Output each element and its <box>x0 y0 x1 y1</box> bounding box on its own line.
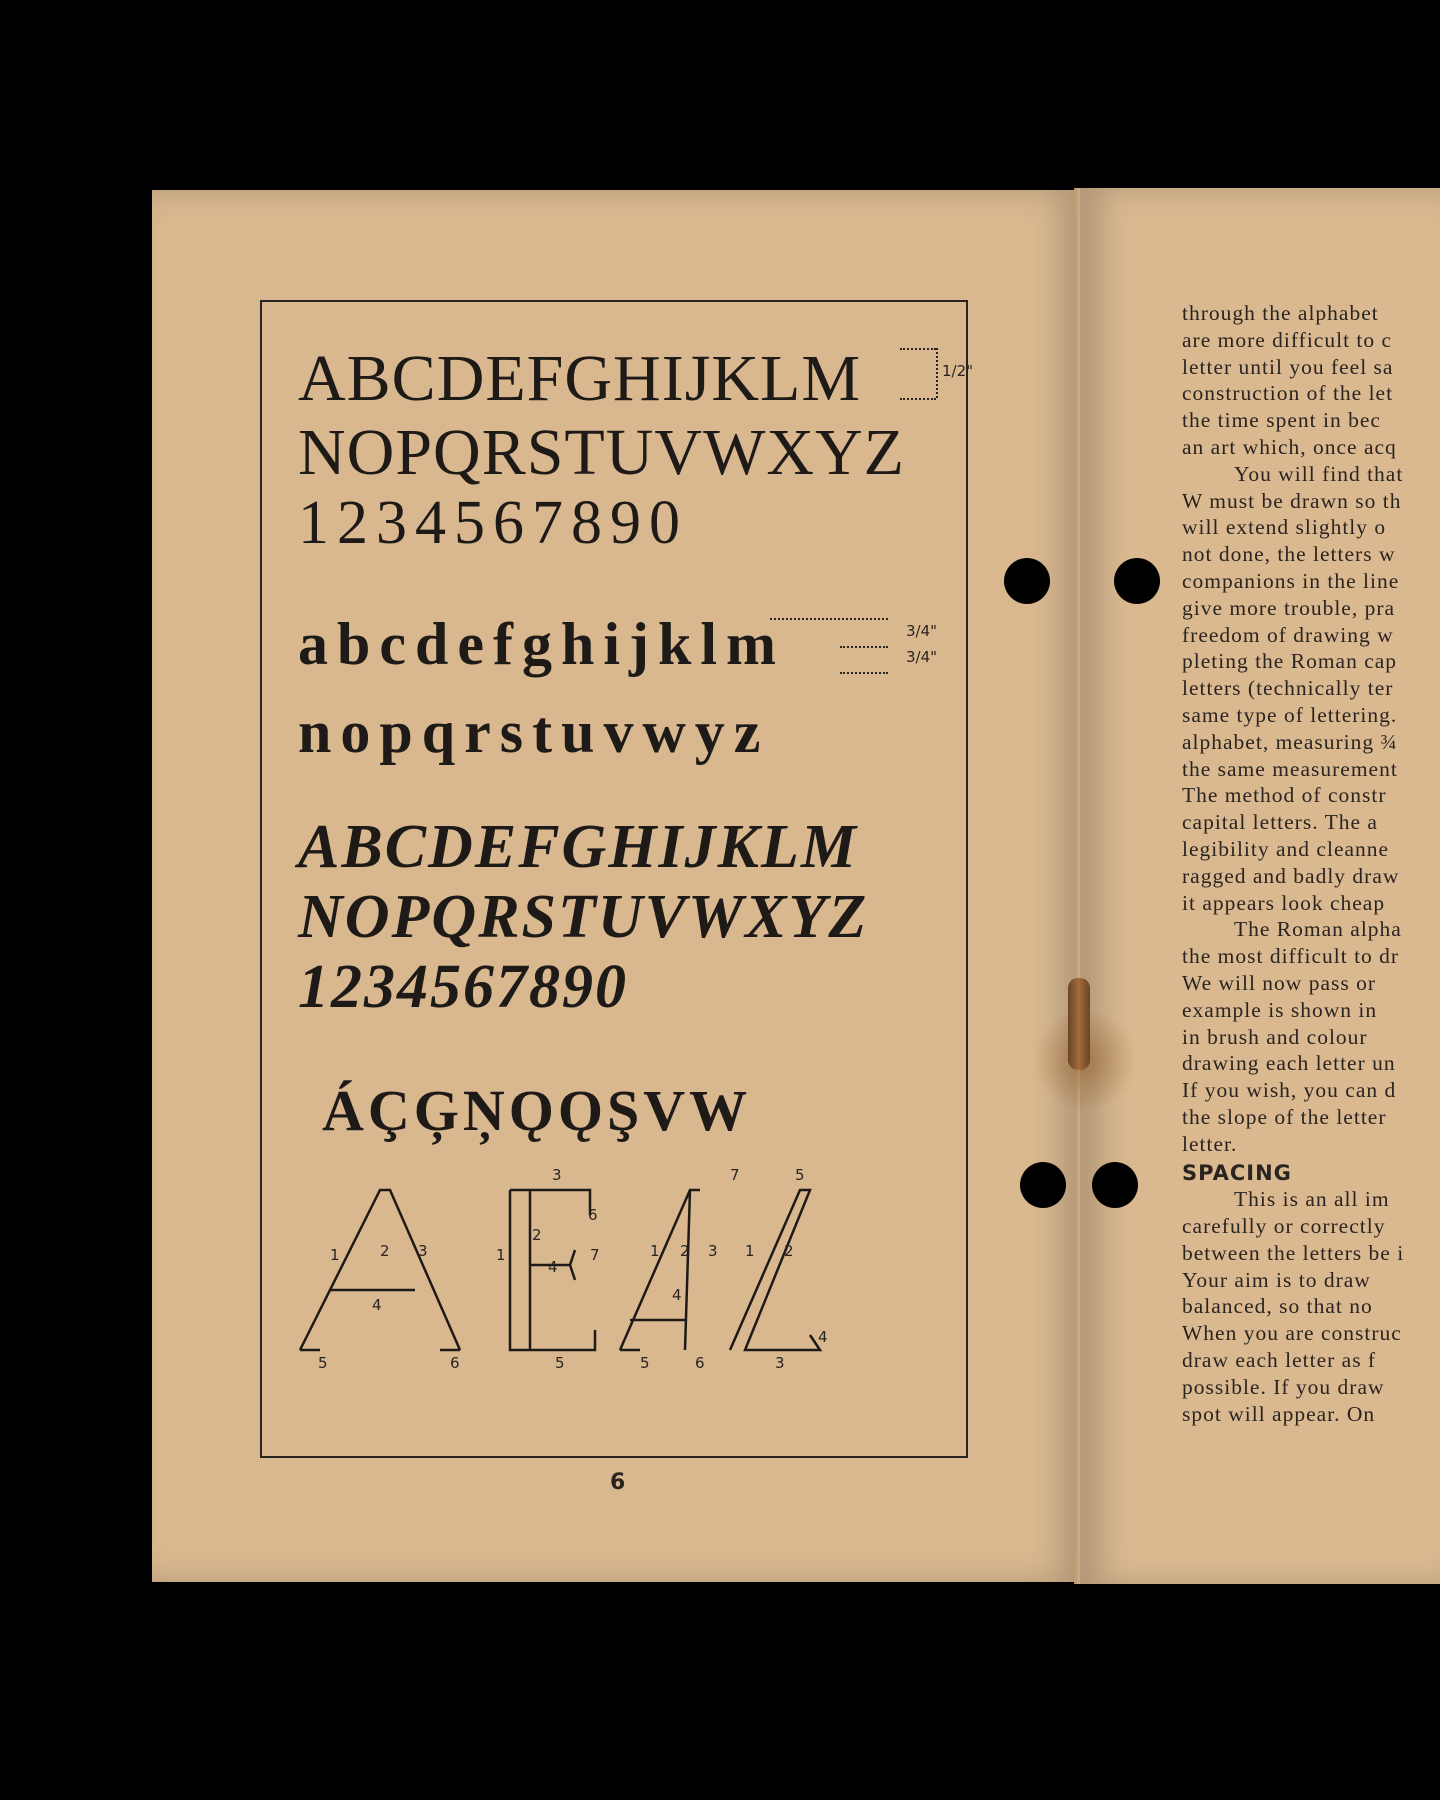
svg-text:4: 4 <box>818 1328 828 1346</box>
text-line: W must be drawn so th <box>1182 488 1402 513</box>
text-line: the most difficult to dr <box>1182 944 1400 969</box>
svg-text:3: 3 <box>418 1242 428 1260</box>
text-line: letter until you feel sa <box>1182 354 1394 379</box>
binder-hole <box>1004 558 1050 604</box>
lowercase-xheight-guide <box>840 646 888 648</box>
lowercase-line-2: nopqrstuvwyz <box>298 699 770 765</box>
measure-guide-side <box>936 348 938 398</box>
svg-text:6: 6 <box>695 1354 705 1372</box>
text-line: The method of constr <box>1182 783 1387 808</box>
text-line: draw each letter as f <box>1182 1348 1377 1373</box>
text-line: companions in the line <box>1182 568 1400 593</box>
staple <box>1068 978 1090 1070</box>
svg-text:7: 7 <box>590 1246 600 1264</box>
construction-letter-l <box>730 1190 820 1350</box>
text-line: possible. If you draw <box>1182 1374 1385 1399</box>
roman-numerals: 1234567890 <box>298 489 688 557</box>
lowercase-baseline-guide <box>840 672 888 674</box>
svg-text:5: 5 <box>318 1354 328 1372</box>
text-line: same type of lettering. <box>1182 702 1398 727</box>
text-line: ragged and badly draw <box>1182 863 1400 888</box>
svg-text:1: 1 <box>650 1242 660 1260</box>
lowercase-measure-bottom: 3/4" <box>906 648 938 666</box>
svg-text:3: 3 <box>552 1166 562 1184</box>
text-line: drawing each letter un <box>1182 1051 1396 1076</box>
text-line: legibility and cleanne <box>1182 836 1390 861</box>
page-number: 6 <box>610 1470 626 1495</box>
svg-text:1: 1 <box>330 1246 340 1264</box>
italic-capitals-line-1: ABCDEFGHIJKLM <box>298 813 859 881</box>
svg-text:7: 7 <box>730 1166 740 1184</box>
measure-guide-top <box>900 348 936 350</box>
binder-hole <box>1114 558 1160 604</box>
text-line: the time spent in bec <box>1182 408 1381 433</box>
text-line: You will find that <box>1234 461 1404 486</box>
measure-guide-bottom <box>900 398 936 400</box>
binder-hole <box>1092 1162 1138 1208</box>
text-line: If you wish, you can d <box>1182 1078 1397 1103</box>
svg-text:1: 1 <box>496 1246 506 1264</box>
section-heading: SPACING <box>1182 1160 1292 1185</box>
body-text <box>1182 300 1440 1427</box>
text-line: between the letters be i <box>1182 1240 1405 1265</box>
text-line: alphabet, measuring ¾ <box>1182 729 1398 754</box>
text-line: it appears look cheap <box>1182 890 1386 915</box>
text-line: spot will appear. On <box>1182 1401 1376 1426</box>
svg-text:2: 2 <box>784 1242 794 1260</box>
text-line: the same measurement <box>1182 756 1398 781</box>
construction-letter-a-2 <box>620 1190 700 1350</box>
svg-text:4: 4 <box>372 1296 382 1314</box>
svg-text:4: 4 <box>672 1286 682 1304</box>
svg-text:2: 2 <box>380 1242 390 1260</box>
roman-capitals-line-1: ABCDEFGHIJKLM <box>298 342 862 415</box>
svg-text:2: 2 <box>532 1226 542 1244</box>
serif-construction-row: ÁÇĢŅǪǪŞVW <box>322 1078 752 1143</box>
svg-text:5: 5 <box>640 1354 650 1372</box>
text-line: carefully or correctly <box>1182 1214 1386 1239</box>
text-line: letters (technically ter <box>1182 676 1394 701</box>
text-line: capital letters. The a <box>1182 810 1378 835</box>
text-line: balanced, so that no <box>1182 1294 1373 1319</box>
svg-text:4: 4 <box>548 1258 558 1276</box>
text-line: the slope of the letter <box>1182 1104 1387 1129</box>
text-line: are more difficult to c <box>1182 327 1393 352</box>
text-line: The Roman alpha <box>1234 917 1402 942</box>
text-line: example is shown in <box>1182 997 1378 1022</box>
text-line: This is an all im <box>1234 1187 1390 1212</box>
text-line: pleting the Roman cap <box>1182 649 1398 674</box>
lowercase-line-1: abcdefghijklm <box>298 611 786 677</box>
italic-numerals: 1234567890 <box>298 953 628 1021</box>
svg-text:5: 5 <box>795 1166 805 1184</box>
lowercase-ascender-guide <box>770 618 888 620</box>
text-line: give more trouble, pra <box>1182 595 1396 620</box>
construction-letter-a-1 <box>300 1190 460 1350</box>
svg-text:6: 6 <box>588 1206 598 1224</box>
text-line: will extend slightly o <box>1182 515 1387 540</box>
svg-text:3: 3 <box>775 1354 785 1372</box>
text-line: letter. <box>1182 1131 1238 1156</box>
stroke-construction-diagram <box>290 1160 890 1380</box>
text-line: an art which, once acq <box>1182 434 1397 459</box>
text-line: in brush and colour <box>1182 1024 1368 1049</box>
svg-text:6: 6 <box>450 1354 460 1372</box>
svg-text:3: 3 <box>708 1242 718 1260</box>
lowercase-measure-top: 3/4" <box>906 622 938 640</box>
text-line: Your aim is to draw <box>1182 1267 1371 1292</box>
italic-capitals-line-2: NOPQRSTUVWXYZ <box>298 883 869 951</box>
text-line: When you are construc <box>1182 1321 1402 1346</box>
svg-text:1: 1 <box>745 1242 755 1260</box>
text-line: freedom of drawing w <box>1182 622 1394 647</box>
text-line: construction of the let <box>1182 381 1394 406</box>
roman-capitals-line-2: NOPQRSTUVWXYZ <box>298 416 905 489</box>
text-line: We will now pass or <box>1182 970 1377 995</box>
roman-caps-measure: 1/2" <box>942 362 974 380</box>
binder-hole <box>1020 1162 1066 1208</box>
text-line: through the alphabet <box>1182 301 1379 325</box>
svg-text:5: 5 <box>555 1354 565 1372</box>
text-line: not done, the letters w <box>1182 542 1396 567</box>
svg-text:2: 2 <box>680 1242 690 1260</box>
